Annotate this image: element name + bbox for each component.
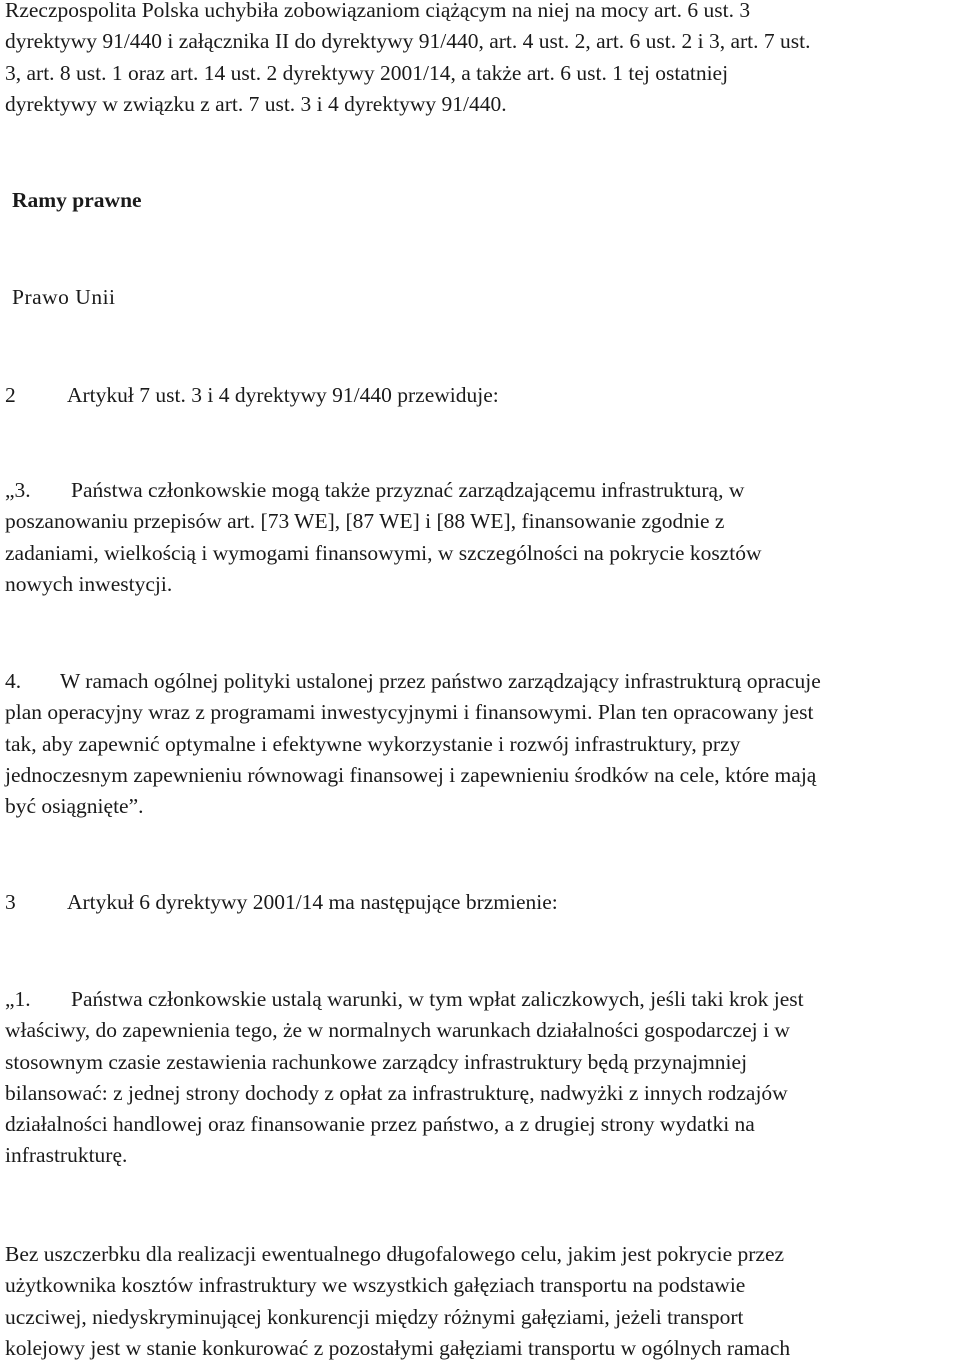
text-line: plan operacyjny wraz z programami inwestycyjnymi i finansowymi. Plan ten opracowany jest xyxy=(5,700,814,725)
text-line: działalności handlowej oraz finansowanie przez państwo, a z drugiej strony wydatki na xyxy=(5,1112,755,1137)
text-line: Państwa członkowskie ustalą warunki, w tym wpłat zaliczkowych, jeśli taki krok jest xyxy=(71,987,804,1011)
article-3-intro xyxy=(5,887,957,918)
text-line: tak, aby zapewnić optymalne i efektywne wykorzystanie i rozwój infrastruktury, przy xyxy=(5,731,741,756)
text-line: użytkownika kosztów infrastruktury we wszystkich gałęziach transportu na podstawie xyxy=(5,1273,746,1298)
section-subheading: Prawo Unii xyxy=(12,285,116,309)
text-line: być osiągnięte”. xyxy=(5,794,144,819)
text-line: jednoczesnym zapewnieniu równowagi finansowej i zapewnieniu środków na cele, które mają xyxy=(5,762,817,787)
quoted-paragraph-3 xyxy=(5,475,957,600)
paragraph-number: 4. xyxy=(5,669,22,693)
text-line: dyrektywy w związku z art. 7 ust. 3 i 4 dyrektywy 91/440. xyxy=(5,91,507,116)
text-line: Bez uszczerbku dla realizacji ewentualnego długofalowego celu, jakim jest pokrycie przez xyxy=(5,1242,785,1266)
text-line: nowych inwestycji. xyxy=(5,571,173,596)
quoted-paragraph-1 xyxy=(5,984,957,1172)
text-line: właściwy, do zapewnienia tego, że w normalnych warunkach działalności gospodarczej i w xyxy=(5,1018,790,1043)
paragraph-number: „1. xyxy=(5,987,31,1011)
text-line: poszanowaniu przepisów art. [73 WE], [87 WE] i [88 WE], finansowanie zgodnie z xyxy=(5,509,725,534)
intro-paragraph xyxy=(5,0,957,120)
article-2-intro xyxy=(5,380,957,411)
paragraph-text: Artykuł 6 dyrektywy 2001/14 ma następujące brzmienie: xyxy=(67,890,558,914)
text-line: bilansować: z jednej strony dochody z opłat za infrastrukturę, nadwyżki z innych rodzajów xyxy=(5,1080,788,1105)
text-line: Państwa członkowskie mogą także przyznać zarządzającemu infrastrukturą, w xyxy=(71,478,745,502)
text-line: 3, art. 8 ust. 1 oraz art. 14 ust. 2 dyrektywy 2001/14, a także art. 6 ust. 1 tej ostatniej xyxy=(5,60,729,85)
text-line: infrastrukturę. xyxy=(5,1143,128,1168)
paragraph-text: Artykuł 7 ust. 3 i 4 dyrektywy 91/440 przewiduje: xyxy=(67,383,499,407)
paragraph-number: 3 xyxy=(5,890,16,914)
paragraph-number: „3. xyxy=(5,478,31,502)
section-heading: Ramy prawne xyxy=(12,188,142,212)
text-line: kolejowy jest w stanie konkurować z pozostałymi gałęziami transportu w ogólnych ramach xyxy=(5,1335,791,1360)
text-line: Rzeczpospolita Polska uchybiła zobowiązaniom ciążącym na niej na mocy art. 6 ust. 3 xyxy=(5,0,751,22)
final-paragraph xyxy=(5,1239,957,1364)
text-line: W ramach ogólnej polityki ustalonej przez państwo zarządzający infrastrukturą opracuje xyxy=(60,669,821,693)
quoted-paragraph-4 xyxy=(5,666,957,822)
paragraph-number: 2 xyxy=(5,383,16,407)
text-line: dyrektywy 91/440 i załącznika II do dyrektywy 91/440, art. 4 ust. 2, art. 6 ust. 2 i 3, art. 7 ust. xyxy=(5,29,811,54)
text-line: uczciwej, niedyskryminującej konkurencji między różnymi gałęziami, jeżeli transport xyxy=(5,1304,744,1329)
text-line: stosownym czasie zestawienia rachunkowe zarządcy infrastruktury będą przynajmniej xyxy=(5,1049,748,1074)
text-line: zadaniami, wielkością i wymogami finansowymi, w szczególności na pokrycie kosztów xyxy=(5,540,762,565)
